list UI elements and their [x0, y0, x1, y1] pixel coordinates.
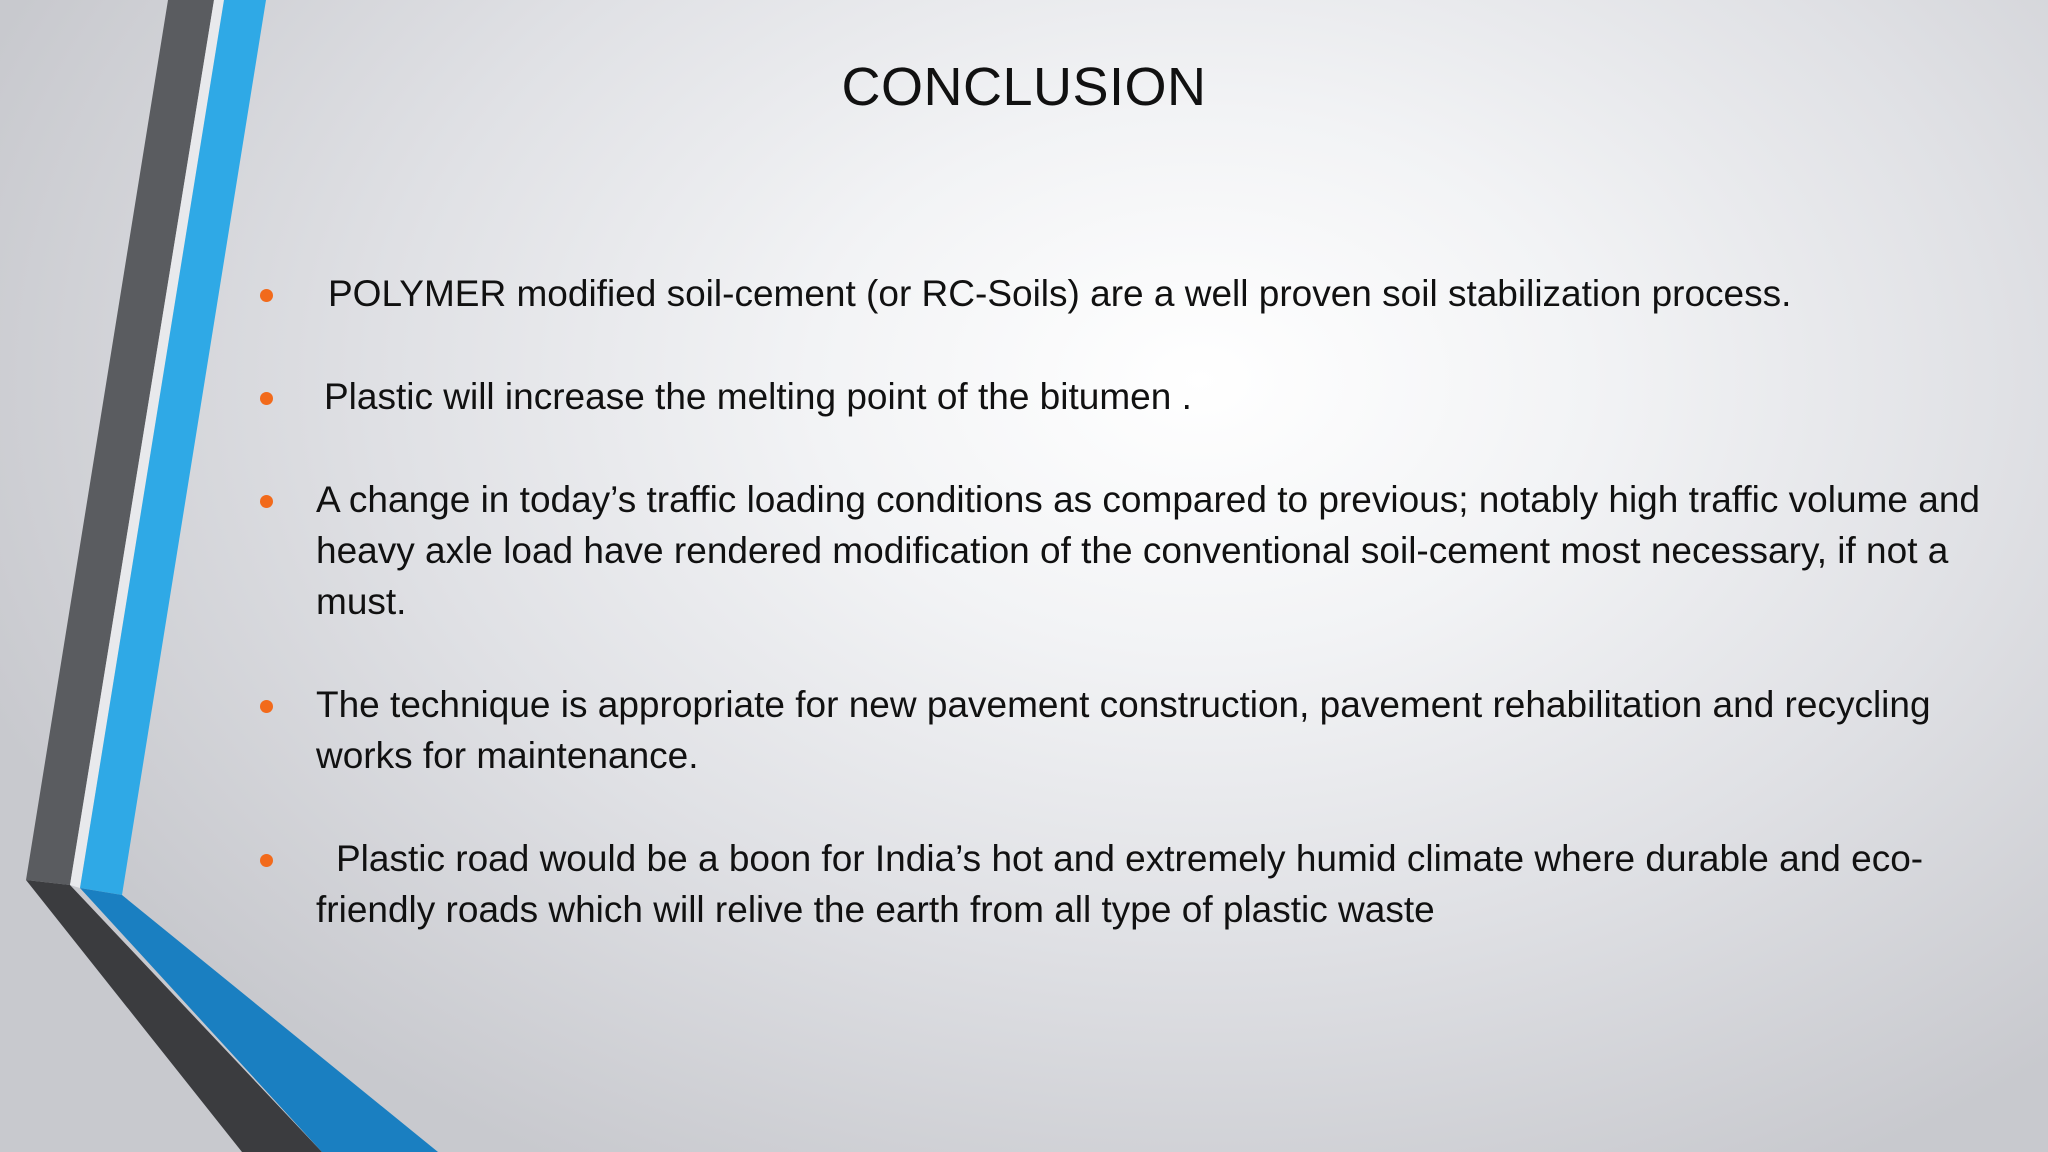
- slide-title: CONCLUSION: [841, 57, 1207, 117]
- bullet-dot-icon: [260, 495, 273, 508]
- bullet-item-2: [256, 371, 1996, 422]
- bullet-dot-icon: [260, 289, 273, 302]
- bullet-text: POLYMER modified soil-cement (or RC-Soils) are a well proven soil stabilization process.: [328, 273, 1792, 314]
- bullet-text: The technique is appropriate for new pavement construction, pavement rehabilitation and recycling works for maintenance.: [316, 684, 1931, 776]
- bullet-text: A change in today’s traffic loading conditions as compared to previous; notably high traffic volume and heavy axle load have rendered modification of the conventional soil-cement most necessary, if not a must.: [316, 479, 1980, 622]
- bullet-item-1: [256, 268, 1996, 319]
- bullet-text: Plastic will increase the melting point of the bitumen .: [324, 376, 1192, 417]
- bullet-dot-icon: [260, 700, 273, 713]
- bullet-text: Plastic road would be a boon for India’s hot and extremely humid climate where durable and eco-friendly roads which will relive the earth from all type of plastic waste: [316, 838, 1924, 930]
- bullet-item-5: [256, 833, 1996, 935]
- bullet-list: [256, 268, 1996, 987]
- bullet-item-3: [256, 474, 1996, 627]
- bullet-item-4: [256, 679, 1996, 781]
- bullet-dot-icon: [260, 392, 273, 405]
- bullet-dot-icon: [260, 854, 273, 867]
